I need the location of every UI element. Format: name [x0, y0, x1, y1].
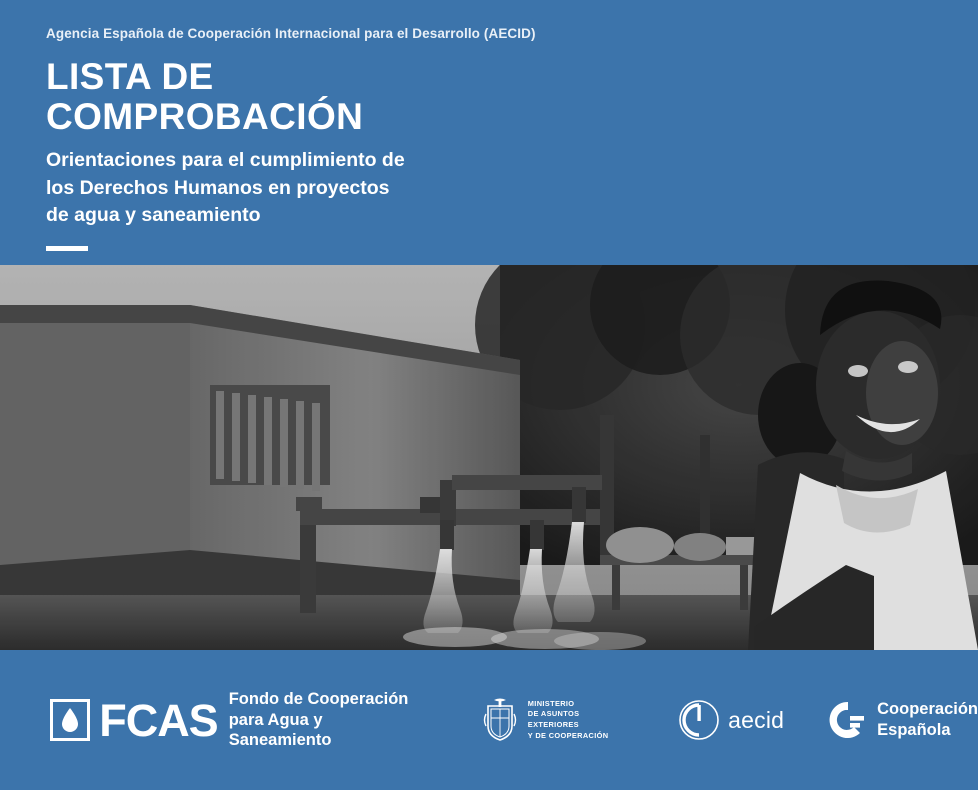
aecid-circle-glyph — [678, 699, 720, 741]
ministerio-line-1: MINISTERIO — [527, 698, 575, 708]
logo-aecid — [678, 699, 784, 741]
page-subtitle-line-2: los Derechos Humanos en proyectos — [46, 176, 390, 199]
logo-ministerio — [480, 698, 628, 742]
page-title-line-1: LISTA DE — [46, 56, 214, 97]
agency-name: Agencia Española de Cooperación Internacional para el Desarrollo (AECID) — [46, 26, 536, 41]
ministerio-line-3: Y DE COOPERACIÓN — [527, 730, 609, 740]
ministerio-line-2: DE ASUNTOS EXTERIORES — [527, 709, 580, 729]
logo-fcas — [50, 689, 420, 751]
title-divider — [46, 246, 88, 251]
coat-of-arms-icon — [480, 698, 520, 742]
cooperacion-espanola-circle-icon — [828, 700, 868, 740]
aecid-circle-icon — [678, 699, 720, 741]
coop-line-1: Cooperación — [877, 700, 978, 719]
water-drop-glyph — [61, 708, 79, 732]
page-title-line-2: COMPROBACIÓN — [46, 95, 364, 137]
logo-cooperacion-espanola — [828, 699, 978, 740]
cover-header — [0, 0, 978, 265]
fcas-tagline-line-2: para Agua y Saneamiento — [228, 710, 332, 750]
cooperacion-espanola-text — [877, 699, 978, 740]
page-subtitle-line-3: de agua y saneamiento — [46, 204, 261, 227]
cover-footer — [0, 650, 978, 790]
page-title — [46, 57, 566, 137]
fcas-acronym: FCAS — [99, 694, 218, 746]
cooperacion-espanola-glyph — [828, 700, 868, 740]
page-subtitle — [46, 147, 566, 230]
fcas-tagline — [229, 689, 420, 751]
footer-logo-row — [0, 689, 978, 751]
fcas-tagline-line-1: Fondo de Cooperación — [228, 690, 409, 709]
ministerio-text — [528, 699, 628, 742]
page-subtitle-line-1: Orientaciones para el cumplimiento de — [46, 148, 405, 171]
coop-line-2: Española — [877, 721, 951, 739]
water-drop-icon — [50, 699, 90, 741]
aecid-wordmark: aecid — [728, 706, 785, 733]
cover-photograph — [0, 265, 978, 650]
photograph-illustration — [0, 265, 978, 650]
coat-of-arms-glyph — [480, 698, 520, 742]
